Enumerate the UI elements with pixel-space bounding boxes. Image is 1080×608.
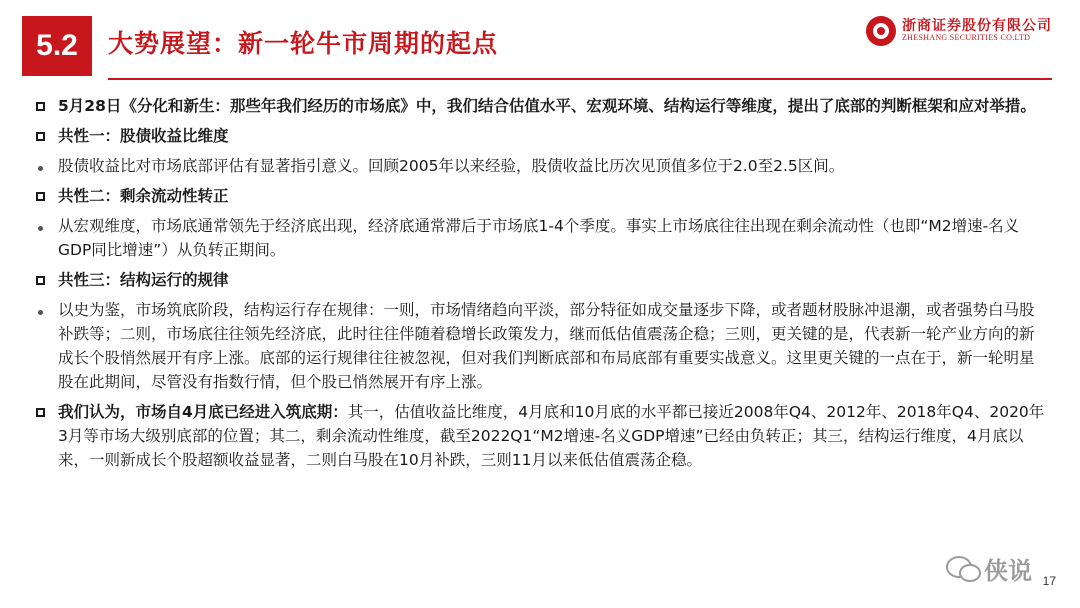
conclusion-body: 其一，估值收益比维度，4月底和10月底的水平都已接近2008年Q4、2012年、2018年Q4、2020年3月等市场大级别底部的位置；其二，剩余流动性维度，截至2022Q1“M2增速-名义GDP增速”已经由负转正；其三，结构运行维度，4月底以来，一则新成长个股超额收益显著，二则白马股在10月补跌，三则11月以来低估值震荡企稳。 [58,403,1045,469]
list-item-heading: 共性一：股债收益比维度 [58,127,229,145]
page-title: 大势展望：新一轮牛市周期的起点 [108,29,499,58]
logo-text [902,19,1052,43]
conclusion-item [36,400,1046,472]
list-item-heading: 共性二：剩余流动性转正 [58,187,229,205]
company-logo [866,16,1052,46]
square-bullet-icon [36,94,58,118]
header-divider [108,78,1052,80]
list-item [36,94,1046,118]
conclusion-lead: 我们认为，市场自4月底已经进入筑底期： [58,403,348,421]
list-item [36,154,1046,178]
dot-bullet-icon [36,214,58,238]
square-bullet-icon [36,400,58,424]
logo-en-name: ZHESHANG SECURITIES CO.LTD [902,33,1031,43]
wechat-icon [946,556,980,582]
list-item [36,124,1046,148]
list-item-text: 以史为鉴，市场筑底阶段，结构运行存在规律：一则，市场情绪趋向平淡，部分特征如成交量逐步下降，或者题材股脉冲退潮，或者强势白马股补跌等；二则，市场底往往领先经济底，此时往往伴随着稳增长政策发力，继而低估值震荡企稳；三则，更关键的是，代表新一轮产业方向的新成长个股悄然展开有序上涨。底部的运行规律往往被忽视，但对我们判断底部和布局底部有重要实战意义。这里更关键的一点在于，新一轮明星股在此期间，尽管没有指数行情，但个股已悄然展开有序上涨。 [58,301,1035,391]
page-number: 17 [1042,574,1056,588]
list-item [36,184,1046,208]
slide-content [36,94,1046,478]
list-item-text: 从宏观维度，市场底通常领先于经济底出现，经济底通常滞后于市场底1-4个季度。事实上市场底往往出现在剩余流动性（也即“M2增速-名义GDP同比增速”）从负转正期间。 [58,217,1020,259]
square-bullet-icon [36,184,58,208]
square-bullet-icon [36,124,58,148]
list-item-text: 股债收益比对市场底部评估有显著指引意义。回顾2005年以来经验，股债收益比历次见顶值多位于2.0至2.5区间。 [58,157,845,175]
list-item-text: 5月28日《分化和新生：那些年我们经历的市场底》中，我们结合估值水平、宏观环境、结构运行等维度，提出了底部的判断框架和应对举措。 [58,97,1036,115]
watermark [946,551,1032,586]
dot-bullet-icon [36,154,58,178]
list-item [36,298,1046,394]
conclusion-text [58,400,1046,472]
logo-cn-name: 浙商证券股份有限公司 [902,17,1052,34]
watermark-text: 侠说 [984,557,1032,585]
list-item-heading: 共性三：结构运行的规律 [58,271,229,289]
list-item [36,214,1046,262]
dot-bullet-icon [36,298,58,322]
list-item [36,268,1046,292]
square-bullet-icon [36,268,58,292]
logo-mark-icon [866,16,896,46]
section-number-badge: 5.2 [22,16,92,76]
